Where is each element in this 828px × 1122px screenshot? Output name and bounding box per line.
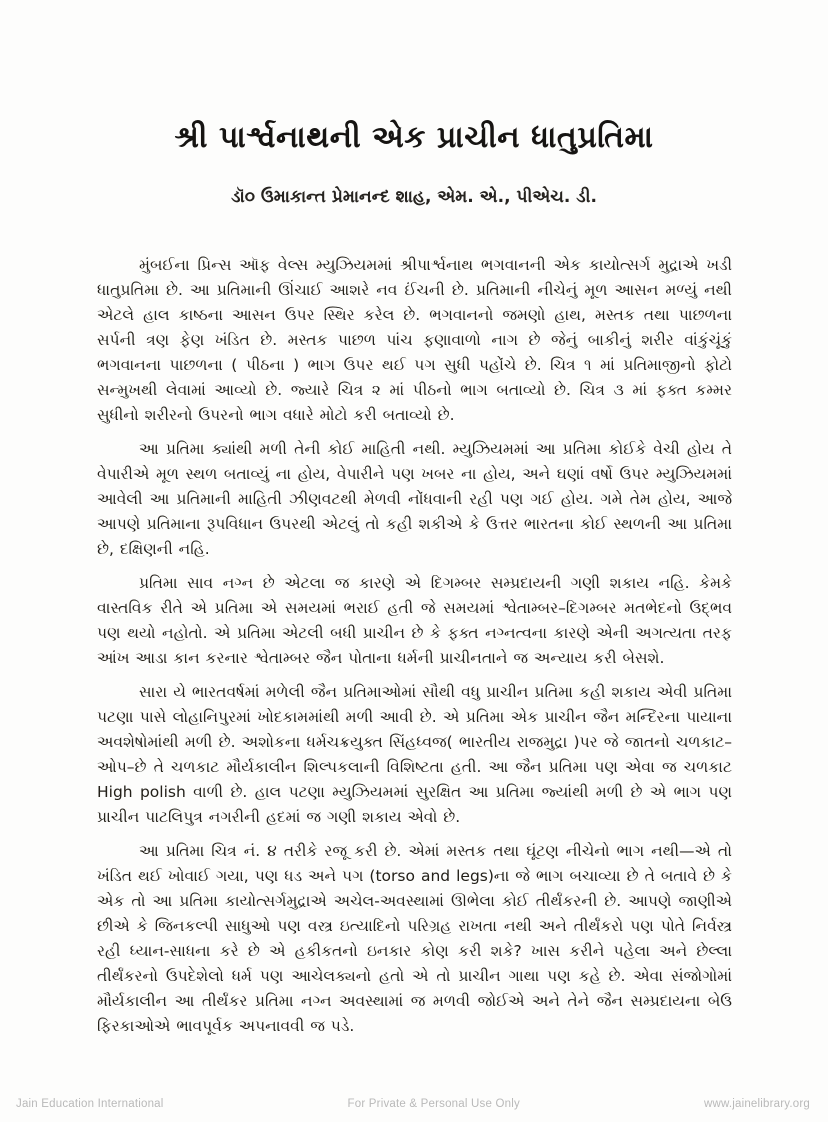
footer-center-text: For Private & Personal Use Only bbox=[347, 1098, 520, 1110]
author-line: ડૉ૦ ઉમાકાન્ત પ્રેમાનન્દ શાહ, એમ. એ., પીએચ. ડી. bbox=[231, 187, 597, 207]
paragraph-4: સારા યે ભારતવર્ષમાં મળેલી જૈન પ્રતિમાઓમાં સૌથી વધુ પ્રાચીન પ્રતિમા કહી શકાય એવી પ્રતિમા પટણા પાસે લોહાનિપુરમાં ખોદકામમાંથી મળી આવી છે. એ પ્રતિમા એક પ્રાચીન જૈન મન્દિરના પાયાના અવશેષોમાંથી મળી છે. અશોકના ધર્મચક્રયુક્ત સિંહધ્વજ( ભારતીય રાજમુદ્રા )પર જે જાતનો ચળકાટ–ઓપ–છે તે ચળકાટ મૌર્યકાલીન શિલ્પકલાની વિશિષ્ટતા હતી. આ જૈન પ્રતિમા પણ એવા જ ચળકાટ High polish વાળી છે. હાલ પટણા મ્યુઝિયમમાં સુરક્ષિત આ પ્રતિમા જ્યાંથી મળી છે એ ભાગ પણ પ્રાચીન પાટલિપુત્ર નગરીની હદમાં જ ગણી શકાય એવો છે. bbox=[97, 683, 732, 826]
article-title: શ્રી પાર્શ્વનાથની એક પ્રાચીન ધાતુપ્રતિમા bbox=[174, 120, 654, 155]
footer-left-text: Jain Education International bbox=[16, 1098, 164, 1110]
footer-right-text: www.jainelibrary.org bbox=[703, 1098, 810, 1110]
article-body bbox=[97, 253, 732, 1039]
page-footer bbox=[0, 1098, 828, 1110]
paragraph-2: આ પ્રતિમા ક્યાંથી મળી તેની કોઈ માહિતી નથી. મ્યુઝિયમમાં આ પ્રતિમા કોઈકે વેચી હોય તે વેપારીએ મૂળ સ્થળ બતાવ્યું ના હોય, વેપારીને પણ ખબર ના હોય, અને ઘણાં વર્ષો ઉપર મ્યુઝિયમમાં આવેલી આ પ્રતિમાની માહિતી ઝીણવટથી મેળવી નોંધવાની રહી પણ ગઈ હોય. ગમે તેમ હોય, આજે આપણે પ્રતિમાના રૂપવિધાન ઉપરથી એટલું તો કહી શકીએ કે ઉત્તર ભારતના કોઈ સ્થળની આ પ્રતિમા છે, દક્ષિણની નહિ. bbox=[97, 440, 732, 558]
paragraph-3: પ્રતિમા સાવ નગ્ન છે એટલા જ કારણે એ દિગમ્બર સમ્પ્રદાયની ગણી શકાય નહિ. કેમકે વાસ્તવિક રીતે એ પ્રતિમા એ સમયમાં ભરાઈ હતી જે સમયમાં શ્વેતામ્બર–દિગમ્બર મતભેદનો ઉદ્ભવ પણ થયો નહોતો. એ પ્રતિમા એટલી બધી પ્રાચીન છે કે ફક્ત નગ્નત્વના કારણે એની અગત્યતા તરફ આંખ આડા કાન કરનાર શ્વેતામ્બર જૈન પોતાના ધર્મની પ્રાચીનતાને જ અન્યાય કરી બેસશે. bbox=[97, 574, 732, 667]
paragraph-5: આ પ્રતિમા ચિત્ર નં. ૪ તરીકે રજૂ કરી છે. એમાં મસ્તક તથા ઘૂંટણ નીચેનો ભાગ નથી—એ તો ખંડિત થઈ ખોવાઈ ગયા, પણ ધડ અને પગ (torso and legs)ના જે ભાગ બચાવ્યા છે તે બતાવે છે કે એક તો આ પ્રતિમા કાયોત્સર્ગમુદ્રાએ અચેલ-અવસ્થામાં ઊભેલા કોઈ તીર્થંકરની છે. આપણે જાણીએ છીએ કે જિનકલ્પી સાધુઓ પણ વસ્ત્ર ઇત્યાદિનો પરિગ્રહ રાખતા નથી અને તીર્થંકરો પણ પોતે નિર્વસ્ત્ર રહી ધ્યાન-સાધના કરે છે એ હકીકતનો ઇનકાર કોણ કરી શકે? ખાસ કરીને પહેલા અને છેલ્લા તીર્થંકરનો ઉપદેશેલો ધર્મ પણ આચેલક્યનો હતો એ તો પ્રાચીન ગાથા પણ કહે છે. એવા સંજોગોમાં મૌર્યકાલીન આ તીર્થંકર પ્રતિમા નગ્ન અવસ્થામાં જ મળવી જોઈએ અને તેને જૈન સમ્પ્રદાયના બેઉ ફિરકાઓએ ભાવપૂર્વક અપનાવવી જ પડે. bbox=[97, 842, 732, 1035]
paragraph-1: મુંબઈના પ્રિન્સ ઑફ વેલ્સ મ્યુઝિયમમાં શ્રીપાર્શ્વનાથ ભગવાનની એક કાયોત્સર્ગ મુદ્રાએ ખડી ધાતુપ્રતિમા છે. આ પ્રતિમાની ઊંચાઈ આશરે નવ ઈંચની છે. પ્રતિમાની નીચેનું મૂળ આસન મળ્યું નથી એટલે હાલ કાષ્ઠના આસન ઉપર સ્થિર કરેલ છે. ભગવાનનો જમણો હાથ, મસ્તક તથા પાછળના સર્પની ત્રણ ફેણ ખંડિત છે. મસ્તક પાછળ પાંચ ફણાવાળો નાગ છે જેનું બાકીનું શરીર વાંકુંચૂંકું ભગવાનના પાછળના ( પીઠના ) ભાગ ઉપર થઈ પગ સુધી પહોંચે છે. ચિત્ર ૧ માં પ્રતિમાજીનો ફોટો સન્મુખથી લેવામાં આવ્યો છે. જ્યારે ચિત્ર ૨ માં પીઠનો ભાગ બતાવ્યો છે. ચિત્ર ૩ માં ફક્ત કમ્મર સુધીનો શરીરનો ઉપરનો ભાગ વધારે મોટો કરી બતાવ્યો છે. bbox=[97, 256, 732, 424]
